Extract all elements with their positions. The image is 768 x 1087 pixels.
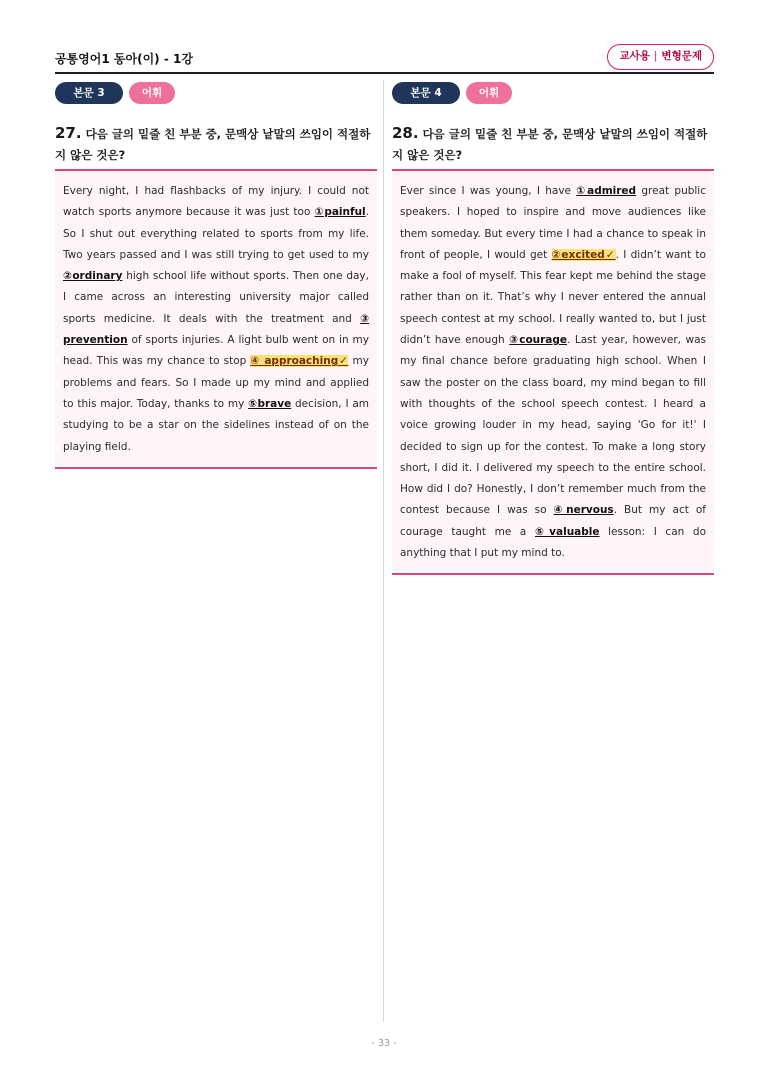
choice-5: ⑤brave <box>248 397 292 410</box>
passage-text: Ever since I was young, I have <box>400 185 577 197</box>
passage-box <box>55 171 377 465</box>
question-text: 다음 글의 밑줄 친 부분 중, 문맥상 낱말의 쓰임이 적절하지 않은 것은? <box>55 127 371 162</box>
passage-text: decision, I am studying to be a star on the sidelines instead of on the playing field. <box>63 397 369 453</box>
page-header <box>55 44 714 74</box>
question-number: 27. <box>55 124 82 142</box>
passage-text: . But my act of courage taught me a <box>400 504 706 538</box>
choice-4-answer <box>250 355 348 367</box>
check-mark-icon: ✓ <box>604 248 616 261</box>
answer-word: ②excited <box>551 248 605 261</box>
passage-text: great public speakers. I hoped to inspire and move audiences like them someday. But every time I had a chance to speak in front of people, I would get <box>400 185 706 261</box>
passage-text: high school life without sports. Then one day, I came across an interesting university major called sports medicine. It deals with the treatment and <box>63 270 369 325</box>
choice-5: ⑤valuable <box>535 525 600 538</box>
category-tag: 어휘 <box>129 82 175 104</box>
passage-text: . So I shut out everything related to sports from my life. Two years passed and I was still trying to get used to my <box>63 206 369 261</box>
question-block-28 <box>392 82 714 575</box>
passage-box <box>392 171 714 571</box>
teacher-badge <box>607 44 714 70</box>
choice-4: ④nervous <box>553 504 614 517</box>
answer-word: ④ approaching <box>250 355 339 368</box>
choice-3: ③ prevention <box>63 312 369 347</box>
badge-label-teacher: 교사용 <box>619 50 650 62</box>
question-tags <box>55 82 377 104</box>
choice-3: ③courage <box>509 334 568 347</box>
passage-text: Every night, I had flashbacks of my injury. I could not watch sports anymore because it was just too <box>63 185 369 219</box>
question-stem <box>55 123 377 169</box>
choice-2: ②ordinary <box>63 270 123 283</box>
header-rule <box>55 72 714 74</box>
section-tag: 본문 4 <box>392 82 460 104</box>
passage-bottom-rule <box>55 467 377 469</box>
question-number: 28. <box>392 124 419 142</box>
badge-label-variant: 변형문제 <box>661 50 702 62</box>
choice-1: ①painful <box>314 206 366 219</box>
header-title: 공통영어1 동아(이) - 1강 <box>55 52 193 66</box>
question-text: 다음 글의 밑줄 친 부분 중, 문맥상 낱말의 쓰임이 적절하지 않은 것은? <box>392 127 708 162</box>
section-tag: 본문 3 <box>55 82 123 104</box>
passage-text: lesson: I can do anything that I put my mind to. <box>400 525 706 560</box>
passage-text: of sports injuries. A light bulb went on in my head. This was my chance to stop <box>63 334 369 368</box>
check-mark-icon: ✓ <box>338 355 349 368</box>
passage-text: . Last year, however, was my final chance before graduating high school. When I saw the poster on the class board, my mind began to fill with thoughts of the school speech contest. I heard a voice growing louder in my head, saying 'Go for it!' I decided to sign up for the contest. To make a long story short, I did it. I delivered my speech to the entire school. How did I do? Honestly, I don’t remember much from the contest because I was so <box>400 334 706 517</box>
passage-text: my problems and fears. So I made up my mind and applied to this major. Today, thanks to my <box>63 355 369 410</box>
passage-text: . I didn’t want to make a fool of myself. This fear kept me behind the stage rather than on it. That’s why I never entered the annual speech contest at my school. I really wanted to, but I just didn’t have enough <box>400 248 706 347</box>
category-tag: 어휘 <box>466 82 512 104</box>
badge-separator: | <box>653 50 658 62</box>
question-tags <box>392 82 714 104</box>
passage-bottom-rule <box>392 573 714 575</box>
choice-2-answer <box>552 249 616 261</box>
question-stem <box>392 123 714 169</box>
choice-1: ①admired <box>576 185 637 197</box>
column-divider <box>383 80 384 1022</box>
question-block-27 <box>55 82 377 469</box>
page-number: - 33 - <box>371 1038 397 1049</box>
